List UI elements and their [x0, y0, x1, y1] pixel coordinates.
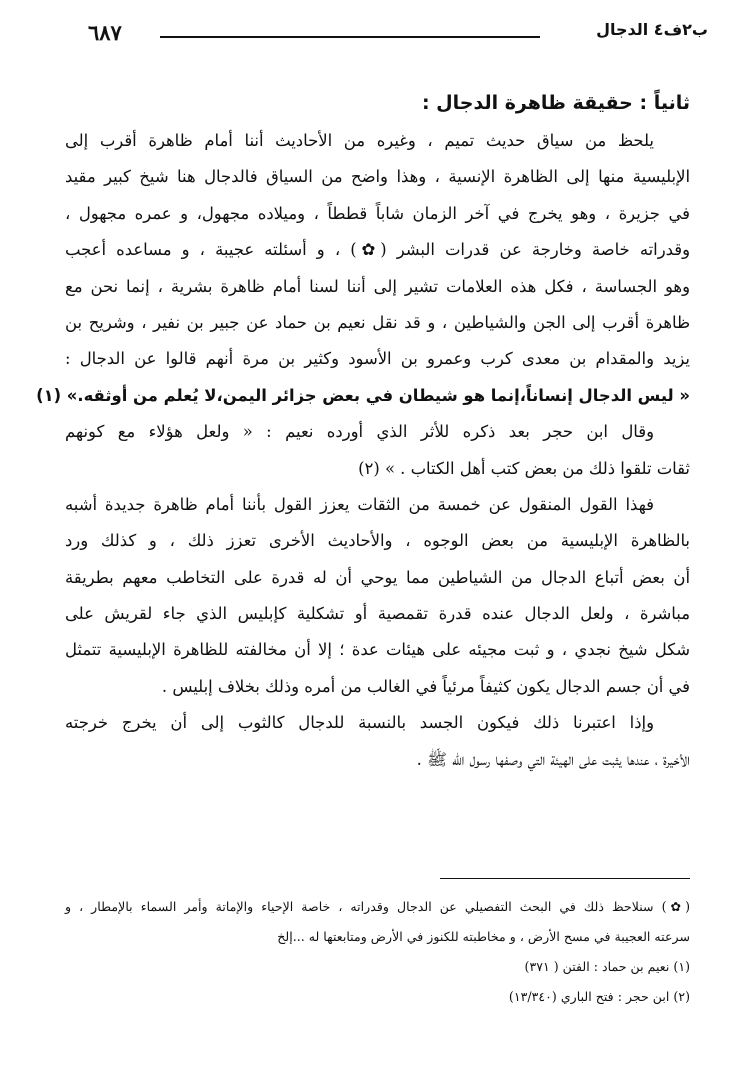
text-line: الأخيرة ، عندها يثبت على الهيئة التي وصفها رسول الله ﷺ .: [416, 749, 690, 769]
page-header: [60, 14, 708, 44]
footnote-rule: [440, 878, 690, 879]
footnote-line: (٢) ابن حجر : فتح الباري (١٣/٣٤٠): [508, 989, 690, 1004]
text-line: ثقات تلقوا ذلك من بعض كتب أهل الكتاب . » (٢): [358, 458, 690, 478]
text-line: شكل شيخ نجدي ، و ثبت مجيئه على هيئات عدة ؛ إلا أن مخالفته للظاهرة الإبليسية تتمثل: [65, 640, 690, 660]
text-line: فهذا القول المنقول عن خمسة من الثقات يعزز القول بأننا أمام ظاهرة جديدة أشبه: [65, 494, 654, 514]
text-line: ظاهرة أقرب إلى الجن والشياطين ، و قد نقل نعيم بن حماد عن جبير بن نفير ، وشريح بن: [65, 312, 690, 332]
footnote-line: سرعته العجيبة في مسح الأرض ، و مخاطبته للكنوز في الأرض ومتابعتها له ...إلخ: [277, 929, 690, 944]
main-text: [36, 83, 690, 778]
section-heading: ثانياً : حقيقة ظاهرة الدجال :: [421, 92, 690, 114]
text-line: أن بعض أتباع الدجال من الشياطين مما يوحي أن له قدرة على التخاطب معهم بطريقة: [65, 567, 690, 587]
page-number: ٦٨٧: [88, 20, 122, 45]
text-line: بالظاهرة الإبليسية من بعض الوجوه ، والأحاديث الأخرى تعزز ذلك ، و كذلك ورد: [65, 531, 690, 551]
footnotes: [65, 892, 690, 1012]
footnote-line: (✿) سنلاحظ ذلك في البحث التفصيلي عن الدجال وقدراته ، خاصة الإحياء والإماتة وأمر السماء بالإمطار ، و: [65, 899, 690, 914]
text-line: في جزيرة ، وهو يخرج في آخر الزمان شاباً قططاً ، وميلاده مجهول، و عمره مجهول ،: [65, 203, 690, 223]
text-line: يزيد والمقدام بن معدى كرب وعمرو بن الأسود وكثير بن مرة أنهم قالوا عن الدجال :: [65, 349, 690, 369]
text-line: الإبليسية منها إلى الظاهرة الإنسية ، وهذا واضح من السياق فالدجال هنا شيخ كبير مقيد: [65, 167, 690, 187]
footnote-line: (١) نعيم بن حماد : الفتن ( ٣٧١): [524, 959, 690, 974]
quote-line: « ليس الدجال إنساناً،إنما هو شيطان في بعض جزائر اليمن،لا يُعلم من أوثقه.» (١): [36, 385, 690, 405]
text-line: وقال ابن حجر بعد ذكره للأثر الذي أورده نعيم : « ولعل هؤلاء مع كونهم: [65, 422, 654, 442]
text-line: مباشرة ، ولعل الدجال عنده قدرة تقمصية أو تشكلية كإبليس الذي جاء لقريش على: [65, 604, 690, 624]
text-line: وهو الجساسة ، فكل هذه العلامات تشير إلى أننا لسنا أمام ظاهرة بشرية ، إنما نحن مع: [65, 276, 690, 296]
header-rule: [160, 36, 540, 38]
text-line: وقدراته خاصة وخارجة عن قدرات البشر (✿) ، و أسئلته عجيبة ، و مساعده أعجب: [65, 240, 690, 260]
text-line: وإذا اعتبرنا ذلك فيكون الجسد بالنسبة للدجال كالثوب إلى أن يخرج خرجته: [65, 713, 654, 733]
text-line: في أن جسم الدجال يكون كثيفاً مرئياً في الغالب من أمره وذلك بخلاف إبليس .: [161, 676, 690, 696]
running-head: ب٢ف٤ الدجال: [596, 20, 708, 39]
text-line: يلحظ من سياق حديث تميم ، وغيره من الأحاديث أننا أمام ظاهرة أقرب إلى: [65, 131, 654, 150]
